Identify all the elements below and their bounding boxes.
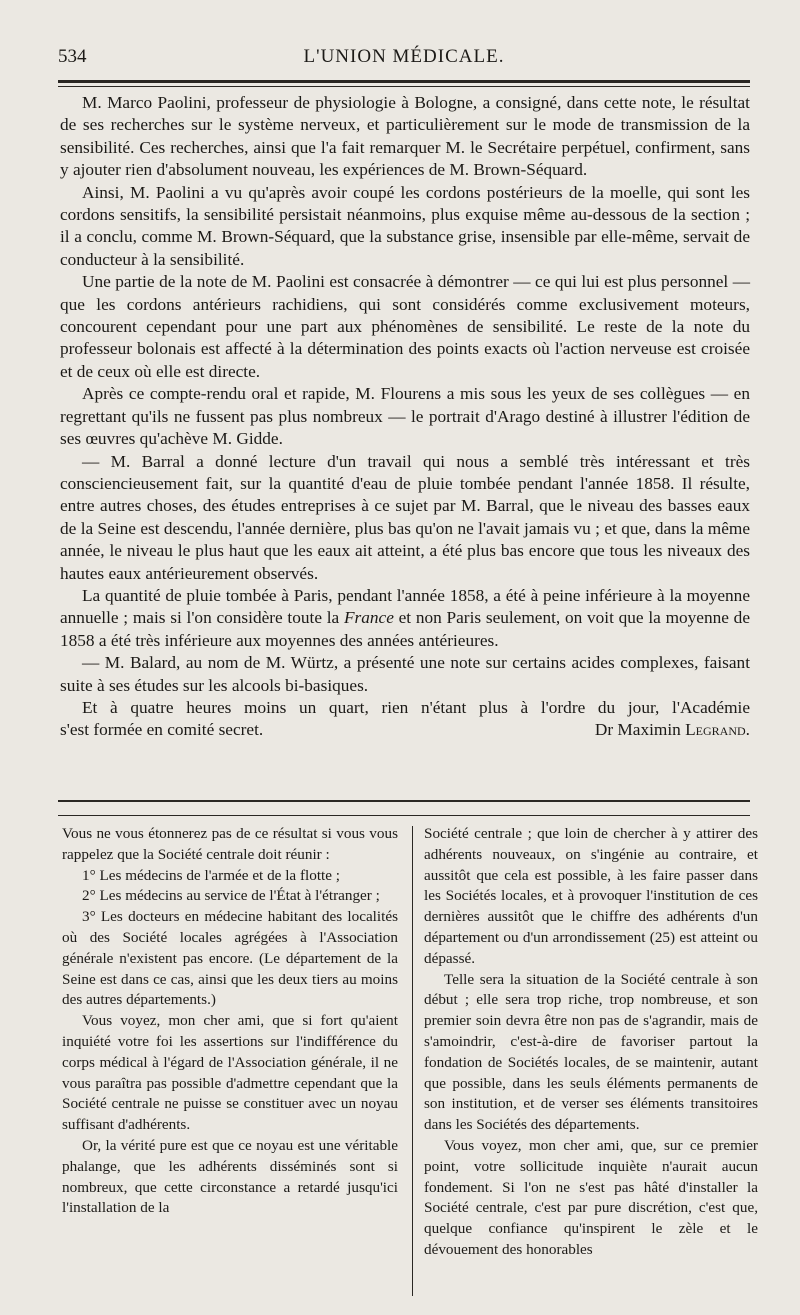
- author-signature: Dr Maximin Legrand.: [594, 720, 750, 740]
- right-column: [424, 824, 758, 1261]
- right-paragraph-situation: Telle sera la situation de la Société centrale à son début ; elle sera trop riche, trop nombreuse, et son premier soin devra être non pas de s'agrandir, mais de s'amoindrir, c'est-à-dire de favoriser partout la fondation de Sociétés locales, de se maintenir, autant que possible, dans les seuls éléments permanents de son institution, et de verser ses éléments transitoires dans les Sociétés des départements.: [424, 970, 758, 1134]
- paragraph-paolini: M. Marco Paolini, professeur de physiologie à Bologne, a consigné, dans cette note, le résultat de ses recherches sur le système nerveux, et particulièrement sur le mode de transmission de la sensibilité. Ces recherches, ainsi que l'a fait remarquer M. le Secrétaire perpétuel, confirment, sans y ajouter rien d'absolument nouveau, les expériences de M. Brown-Séquard.: [60, 93, 750, 180]
- list-item-docteurs: 3° Les docteurs en médecine habitant des localités où des Société locales agrégées à l'Association générale n'existent pas encore. (Le département de la Seine est dans ce cas, ainsi que les deux tiers au moins des autres départements.): [62, 908, 398, 1009]
- paragraph-paolini-results: Ainsi, M. Paolini a vu qu'après avoir coupé les cordons postérieurs de la moelle, qui sont les cordons sensitifs, la sensibilité persistait néanmoins, plus exquise même au-dessous de la section ; il a conclu, comme M. Brown-Séquard, que la substance grise, insensible par elle-même, servait de conducteur à la sensibilité.: [60, 182, 750, 269]
- section-divider: [58, 800, 750, 802]
- left-paragraph-intro: Vous ne vous étonnerez pas de ce résultat si vous vous rappelez que la Société centrale doit réunir :: [62, 825, 398, 863]
- page-header: [58, 42, 750, 76]
- article-body: [60, 92, 750, 742]
- header-rule-thin: [58, 86, 750, 87]
- left-paragraph-verite: Or, la vérité pure est que ce noyau est une véritable phalange, que les adhérents disséminés sont si nombreux, que cette circonstance a retardé jusqu'ici l'installation de la: [62, 1136, 398, 1217]
- paragraph-balard: — M. Balard, au nom de M. Würtz, a présenté une note sur certains acides complexes, faisant suite à ses études sur les alcools bi-basiques.: [60, 653, 750, 695]
- paragraph-paolini-note: Une partie de la note de M. Paolini est consacrée à démontrer — ce qui lui est plus personnel — que les cordons antérieurs rachidiens, qui sont considérés comme exclusivement moteurs, concourent cependant pour une part aux phénomènes de sensibilité. Le reste de la note du professeur bolonais est affecté à la détermination des points exacts où l'action nerveuse est croisée et de ceux où elle est directe.: [60, 272, 750, 381]
- left-paragraph-voyez: Vous voyez, mon cher ami, que si fort qu'aient inquiété votre foi les assertions sur l'indifférence du corps médical à l'égard de l'Association générale, il ne vous paraîtra pas possible d'admettre cependant que la Société centrale ne puisse se constituer avec un noyau suffisant d'adhérents.: [62, 1012, 398, 1134]
- section-divider-thin: [58, 815, 750, 816]
- column-divider: [412, 826, 413, 1296]
- right-paragraph-societe: Société centrale ; que loin de chercher à y attirer des adhérents nouveaux, on s'ingénie au contraire, et aussitôt que cela est possible, à les faire passer dans les Sociétés locales, et à provoquer l'institution de ces dernières aussitôt que le chiffre des adhérents d'un département ou d'un arrondissement (25) est atteint ou dépassé.: [424, 825, 758, 967]
- closing-text: s'est formée en comité secret.: [60, 720, 264, 740]
- paragraph-rainfall: La quantité de pluie tombée à Paris, pendant l'année 1858, a été à peine inférieure à la moyenne annuelle ; mais si l'on considère toute la France et non Paris seulement, on voit que la moyenne de 1858 a été très inférieure aux moyennes des années antérieures.: [60, 585, 750, 650]
- header-rule: [58, 80, 750, 83]
- closing-signature-line: [60, 719, 750, 741]
- list-item-armee: 1° Les médecins de l'armée et de la flotte ;: [82, 866, 341, 884]
- journal-title: L'UNION MÉDICALE.: [303, 46, 505, 67]
- right-paragraph-voyez: Vous voyez, mon cher ami, que, sur ce premier point, votre sollicitude inquiète n'aurait aucun fondement. Si l'on ne s'est pas hâté d'installer la Société centrale, c'est par pure discrétion, c'est que, quelque confiance qu'inspirent le zèle et le dévouement des honorables: [424, 1136, 758, 1258]
- left-column: [62, 824, 398, 1219]
- list-item-etat: 2° Les médecins au service de l'État à l'étranger ;: [82, 887, 380, 905]
- paragraph-barral: — M. Barral a donné lecture d'un travail qui nous a semblé très intéressant et très consciencieusement fait, sur la quantité d'eau de pluie tombée pendant l'année 1858. Il résulte, entre autres choses, des études entreprises à ce sujet par M. Barral, que le niveau des basses eaux de la Seine est descendu, l'année dernière, plus bas qu'on ne l'avait jamais vu ; et que, dans la même année, le niveau le plus haut que les eaux ait atteint, a été plus bas encore que tous les niveaux des hautes eaux antérieurement observés.: [60, 451, 750, 583]
- paragraph-closing: Et à quatre heures moins un quart, rien n'étant plus à l'ordre du jour, l'Académie: [82, 697, 750, 717]
- page-number: 534: [58, 46, 87, 67]
- paragraph-flourens: Après ce compte-rendu oral et rapide, M. Flourens a mis sous les yeux de ses collègues — en regrettant qu'ils ne fussent pas plus nombreux — le portrait d'Arago destiné à illustrer l'édition de ses œuvres qu'achève M. Gidde.: [60, 384, 750, 449]
- emphasis-france: France: [343, 608, 394, 628]
